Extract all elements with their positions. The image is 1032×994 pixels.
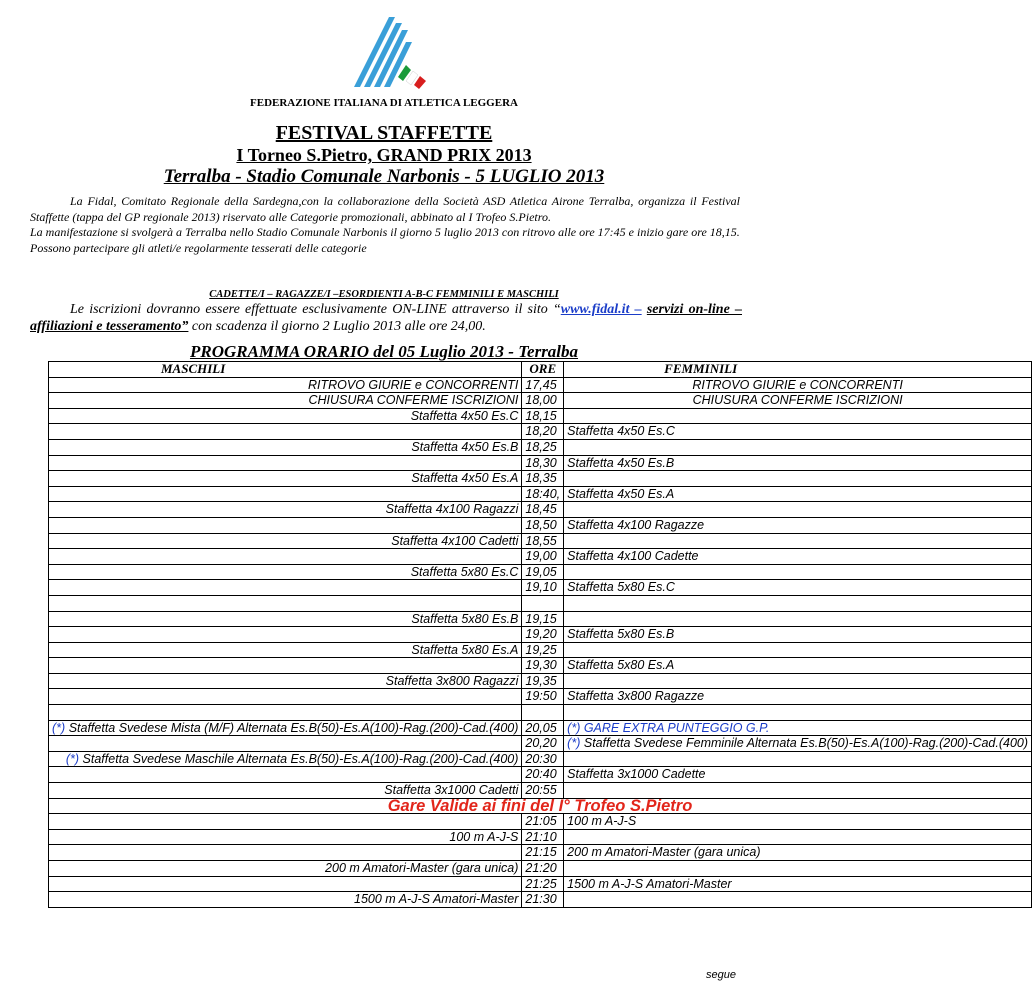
schedule-cell-o: 17,45 — [522, 377, 564, 393]
schedule-cell-f: Staffetta 5x80 Es.A — [564, 658, 1032, 674]
schedule-cell-o: 19,05 — [522, 564, 564, 580]
schedule-cell-m — [49, 845, 522, 861]
schedule-cell-m: Staffetta 4x50 Es.B — [49, 439, 522, 455]
fidal-logo — [340, 15, 430, 90]
schedule-cell-m: Staffetta 5x80 Es.A — [49, 642, 522, 658]
schedule-cell-o: 18,55 — [522, 533, 564, 549]
schedule-cell-o: 18,35 — [522, 471, 564, 487]
schedule-cell-f: Staffetta 4x100 Ragazze — [564, 517, 1032, 533]
categories-line: CADETTE/I – RAGAZZE/I –ESORDIENTI A-B-C FEMMINILI E MASCHILI — [209, 289, 559, 300]
svedese-f-row — [49, 736, 1032, 752]
schedule-cell-m: 200 m Amatori-Master (gara unica) — [49, 861, 522, 877]
schedule-cell-m: 100 m A-J-S — [49, 829, 522, 845]
trofeo-title: Gare Valide ai fini del I° Trofeo S.Pietro — [49, 798, 1032, 814]
schedule-row — [49, 471, 1032, 487]
schedule-cell-f — [564, 408, 1032, 424]
svedese-m-row — [49, 751, 1032, 767]
schedule-row — [49, 861, 1032, 877]
schedule-cell-m — [49, 424, 522, 440]
col-ore: ORE — [522, 362, 564, 378]
svedese-m-cell — [49, 751, 522, 767]
schedule-cell-f: 100 m A-J-S — [564, 814, 1032, 830]
schedule-cell-o: 19,20 — [522, 627, 564, 643]
registration-before: Le iscrizioni dovranno essere effettuate esclusivamente ON-LINE attraverso il sito “ — [70, 302, 561, 317]
schedule-row — [49, 595, 1032, 611]
schedule-cell-f: Staffetta 4x50 Es.B — [564, 455, 1032, 471]
schedule-cell-m: Staffetta 3x1000 Cadetti — [49, 783, 522, 799]
schedule-cell-f — [564, 642, 1032, 658]
schedule-cell-m — [49, 705, 522, 721]
schedule-cell-m — [49, 689, 522, 705]
schedule-row — [49, 642, 1032, 658]
schedule-cell-m: Staffetta 5x80 Es.B — [49, 611, 522, 627]
schedule-cell-m: Staffetta 4x100 Ragazzi — [49, 502, 522, 518]
schedule-row — [49, 783, 1032, 799]
schedule-row — [49, 502, 1032, 518]
schedule-cell-o: 21:05 — [522, 814, 564, 830]
schedule-row — [49, 705, 1032, 721]
schedule-cell-m — [49, 876, 522, 892]
schedule-row — [49, 829, 1032, 845]
schedule-cell-m: 1500 m A-J-S Amatori-Master — [49, 892, 522, 908]
extra-marker: (*) — [567, 736, 581, 751]
segue-label: segue — [706, 969, 736, 981]
schedule-row — [49, 533, 1032, 549]
schedule-row — [49, 689, 1032, 705]
schedule-cell-f: RITROVO GIURIE e CONCORRENTI — [564, 377, 1032, 393]
schedule-cell-f — [564, 705, 1032, 721]
schedule-cell-m — [49, 455, 522, 471]
schedule-cell-f: Staffetta 3x800 Ragazze — [564, 689, 1032, 705]
schedule-cell-o: 19,15 — [522, 611, 564, 627]
intro-paragraph-2: La manifestazione si svolgerà a Terralba nello Stadio Comunale Narbonis il giorno 5 luglio 2013 con ritrovo alle ore 17:45 e inizio gare ore 18,15. — [30, 225, 740, 239]
schedule-cell-o: 18,30 — [522, 455, 564, 471]
schedule-cell-m — [49, 595, 522, 611]
schedule-cell-f — [564, 673, 1032, 689]
registration-text — [30, 301, 742, 335]
schedule-cell-o: 21:20 — [522, 861, 564, 877]
schedule-cell-m — [49, 814, 522, 830]
schedule-cell-o: 18:40, — [522, 486, 564, 502]
schedule-row — [49, 814, 1032, 830]
schedule-cell-o: 21:10 — [522, 829, 564, 845]
schedule-cell-f — [564, 783, 1032, 799]
schedule-row — [49, 611, 1032, 627]
col-femminili: FEMMINILI — [564, 362, 1032, 378]
col-maschili: MASCHILI — [49, 362, 522, 378]
schedule-cell-f: Staffetta 4x100 Cadette — [564, 549, 1032, 565]
schedule-cell-f — [564, 861, 1032, 877]
schedule-cell-f — [564, 471, 1032, 487]
schedule-row — [49, 408, 1032, 424]
schedule-row — [49, 377, 1032, 393]
schedule-cell-o: 19,10 — [522, 580, 564, 596]
schedule-header-row — [49, 362, 1032, 378]
program-title: PROGRAMMA ORARIO del 05 Luglio 2013 - Terralba — [189, 342, 579, 361]
schedule-cell-f — [564, 829, 1032, 845]
schedule-row — [49, 627, 1032, 643]
schedule-row — [49, 455, 1032, 471]
schedule-row — [49, 564, 1032, 580]
schedule-row — [49, 892, 1032, 908]
schedule-cell-o: 18,20 — [522, 424, 564, 440]
schedule-cell-o — [522, 705, 564, 721]
svedese-mista-row — [49, 720, 1032, 736]
schedule-cell-o: 18,45 — [522, 502, 564, 518]
schedule-row — [49, 658, 1032, 674]
schedule-cell-f — [564, 751, 1032, 767]
schedule-cell-m: Staffetta 5x80 Es.C — [49, 564, 522, 580]
schedule-cell-m: Staffetta 4x50 Es.A — [49, 471, 522, 487]
schedule-cell-f — [564, 439, 1032, 455]
trofeo-row — [49, 798, 1032, 814]
schedule-cell-f — [564, 611, 1032, 627]
schedule-cell-o — [522, 595, 564, 611]
schedule-row — [49, 424, 1032, 440]
svedese-f-time: 20,20 — [522, 736, 564, 752]
schedule-cell-m — [49, 658, 522, 674]
schedule-cell-o: 19,00 — [522, 549, 564, 565]
svedese-m-time: 20:30 — [522, 751, 564, 767]
extra-marker: (*) — [65, 751, 80, 766]
schedule-cell-o: 18,50 — [522, 517, 564, 533]
schedule-cell-o: 19,30 — [522, 658, 564, 674]
intro-paragraph-1: La Fidal, Comitato Regionale della Sardegna,con la collaborazione della Società ASD Atletica Airone Terralba, organizza il Festival Staffette (tappa del GP regionale 2013) riservato alle Categorie promozionali, abbinato al I Trofeo S.Pietro. — [30, 194, 740, 224]
schedule-cell-o: 19,25 — [522, 642, 564, 658]
schedule-cell-m — [49, 517, 522, 533]
schedule-cell-m: Staffetta 3x800 Ragazzi — [49, 673, 522, 689]
schedule-cell-o: 21:25 — [522, 876, 564, 892]
schedule-cell-f: 200 m Amatori-Master (gara unica) — [564, 845, 1032, 861]
schedule-row — [49, 517, 1032, 533]
intro-text — [30, 194, 740, 256]
schedule-row — [49, 439, 1032, 455]
schedule-cell-o: 20:55 — [522, 783, 564, 799]
schedule-cell-o: 18,00 — [522, 393, 564, 409]
schedule-cell-f: Staffetta 5x80 Es.B — [564, 627, 1032, 643]
schedule-cell-m: RITROVO GIURIE e CONCORRENTI — [49, 377, 522, 393]
schedule-cell-f — [564, 502, 1032, 518]
schedule-cell-f — [564, 564, 1032, 580]
schedule-cell-f: CHIUSURA CONFERME ISCRIZIONI — [564, 393, 1032, 409]
schedule-cell-o: 21:30 — [522, 892, 564, 908]
schedule-cell-o: 19:50 — [522, 689, 564, 705]
schedule-row — [49, 876, 1032, 892]
schedule-cell-o: 20:40 — [522, 767, 564, 783]
intro-paragraph-3: Possono partecipare gli atleti/e regolarmente tesserati delle categorie — [30, 240, 367, 255]
schedule-row — [49, 580, 1032, 596]
schedule-cell-m: CHIUSURA CONFERME ISCRIZIONI — [49, 393, 522, 409]
svedese-mista-time: 20,05 — [522, 720, 564, 736]
schedule-cell-o: 21:15 — [522, 845, 564, 861]
fidal-link[interactable]: www.fidal.it – — [560, 302, 642, 317]
svedese-f-cell — [564, 736, 1032, 752]
registration-services: servizi on-line – affiliazioni e tesseramento” — [30, 302, 742, 334]
registration-deadline: con scadenza il giorno 2 Luglio 2013 alle ore 24,00. — [188, 319, 486, 334]
schedule-cell-f: Staffetta 4x50 Es.A — [564, 486, 1032, 502]
schedule-cell-m — [49, 736, 522, 752]
schedule-cell-m — [49, 580, 522, 596]
federation-name: FEDERAZIONE ITALIANA DI ATLETICA LEGGERA — [250, 97, 518, 109]
schedule-row — [49, 673, 1032, 689]
page-title: FESTIVAL STAFFETTE — [275, 122, 493, 144]
schedule-cell-f: Staffetta 4x50 Es.C — [564, 424, 1032, 440]
schedule-cell-m — [49, 767, 522, 783]
svedese-f-text: Staffetta Svedese Femminile Alternata Es.B(50)-Es.A(100)-Rag.(200)-Cad.(400) — [583, 736, 1029, 751]
schedule-row — [49, 767, 1032, 783]
svedese-m-text: Staffetta Svedese Maschile Alternata Es.B(50)-Es.A(100)-Rag.(200)-Cad.(400) — [82, 751, 519, 766]
schedule-cell-f: Staffetta 3x1000 Cadette — [564, 767, 1032, 783]
schedule-cell-f: 1500 m A-J-S Amatori-Master — [564, 876, 1032, 892]
extra-punteggio-note: (*) GARE EXTRA PUNTEGGIO G.P. — [564, 720, 1032, 736]
event-location-date: Terralba - Stadio Comunale Narbonis - 5 LUGLIO 2013 — [163, 166, 605, 187]
schedule-cell-o: 18,25 — [522, 439, 564, 455]
schedule-row — [49, 845, 1032, 861]
schedule-row — [49, 549, 1032, 565]
page-subtitle: I Torneo S.Pietro, GRAND PRIX 2013 — [236, 145, 532, 165]
schedule-cell-f — [564, 595, 1032, 611]
extra-marker: (*) — [52, 720, 66, 735]
schedule-row — [49, 486, 1032, 502]
schedule-cell-m: Staffetta 4x50 Es.C — [49, 408, 522, 424]
schedule-cell-o: 18,15 — [522, 408, 564, 424]
schedule-cell-m — [49, 549, 522, 565]
schedule-table — [48, 361, 1032, 908]
schedule-cell-m — [49, 486, 522, 502]
svedese-mista-cell — [49, 720, 522, 736]
schedule-cell-f — [564, 533, 1032, 549]
schedule-cell-m — [49, 627, 522, 643]
schedule-cell-o: 19,35 — [522, 673, 564, 689]
schedule-row — [49, 393, 1032, 409]
schedule-cell-f — [564, 892, 1032, 908]
schedule-cell-f: Staffetta 5x80 Es.C — [564, 580, 1032, 596]
schedule-cell-m: Staffetta 4x100 Cadetti — [49, 533, 522, 549]
svedese-mista-text: Staffetta Svedese Mista (M/F) Alternata Es.B(50)-Es.A(100)-Rag.(200)-Cad.(400) — [68, 720, 519, 735]
